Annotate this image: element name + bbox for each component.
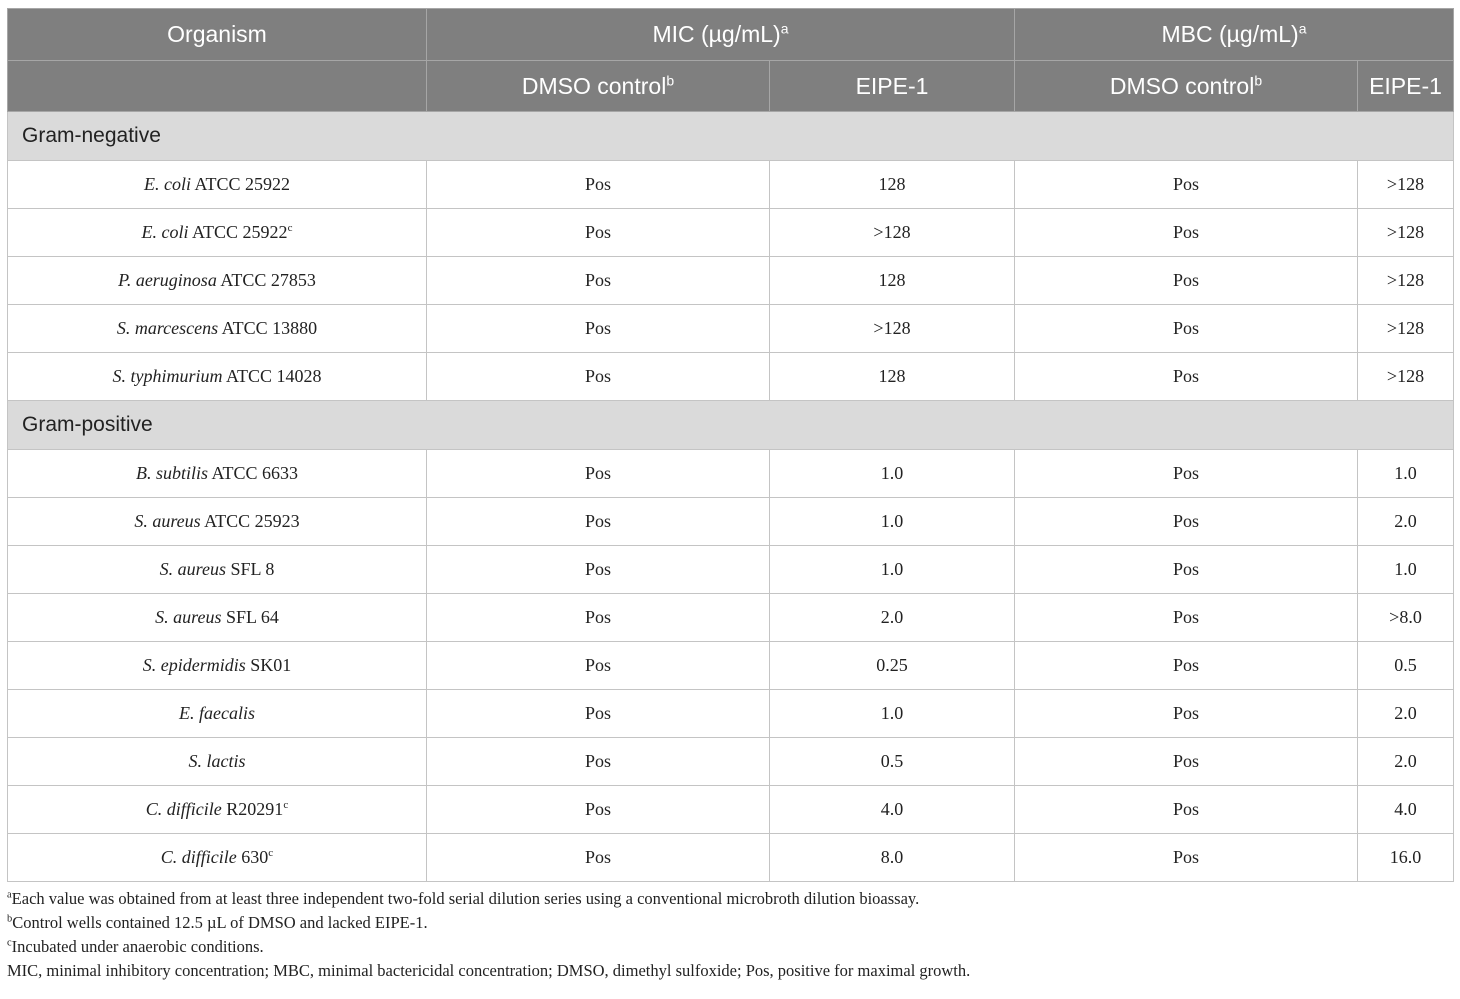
footnote-text: Each value was obtained from at least three independent two-fold serial dilution series using a conventional microbroth dilution bioassay. xyxy=(11,889,920,908)
organism-cell xyxy=(8,161,427,209)
table-row xyxy=(8,642,1454,690)
table-row xyxy=(8,353,1454,401)
mbc-eipe-cell: 4.0 xyxy=(1358,786,1454,834)
table-row xyxy=(8,257,1454,305)
footnotes xyxy=(7,888,1453,981)
table-row xyxy=(8,498,1454,546)
organism-species: S. typhimurium xyxy=(112,366,223,386)
header-mic: MIC $(\mu g/mL)^a$ xyxy=(427,9,1015,61)
mbc-dmso-cell: Pos xyxy=(1015,498,1358,546)
footnote-text: Control wells contained 12.5 µL of DMSO and lacked EIPE-1. xyxy=(12,913,428,932)
organism-species: S. aureus xyxy=(134,511,201,531)
table-row xyxy=(8,305,1454,353)
mic-eipe-cell: 2.0 xyxy=(770,594,1015,642)
organism-cell xyxy=(8,546,427,594)
mbc-dmso-cell: Pos xyxy=(1015,305,1358,353)
footnote xyxy=(7,960,1453,981)
mic-dmso-cell: Pos xyxy=(427,594,770,642)
organism-species: S. epidermidis xyxy=(142,655,246,675)
footnote-marker: c xyxy=(283,799,289,811)
mic-eipe-cell: 1.0 xyxy=(770,546,1015,594)
table-row xyxy=(8,786,1454,834)
organism-strain: 630 xyxy=(236,847,269,867)
mic-eipe-cell: 128 xyxy=(770,257,1015,305)
mbc-dmso-cell: Pos xyxy=(1015,786,1358,834)
mbc-eipe-cell: >128 xyxy=(1358,257,1454,305)
mic-dmso-cell: Pos xyxy=(427,353,770,401)
organism-cell xyxy=(8,305,427,353)
mic-eipe-cell: 128 xyxy=(770,161,1015,209)
mbc-dmso-cell: Pos xyxy=(1015,690,1358,738)
header-mbc-eipe: EIPE-1 xyxy=(1358,61,1454,112)
footnote-text: MIC, minimal inhibitory concentration; MBC, minimal bactericidal concentration; DMSO, dimethyl sulfoxide; Pos, positive for maximal growth. xyxy=(7,961,971,980)
table-body xyxy=(8,112,1454,882)
mbc-dmso-cell: Pos xyxy=(1015,642,1358,690)
footnote xyxy=(7,912,1453,933)
mic-dmso-cell: Pos xyxy=(427,642,770,690)
mbc-dmso-cell: Pos xyxy=(1015,353,1358,401)
table-row xyxy=(8,209,1454,257)
header-organism: Organism xyxy=(8,9,427,61)
organism-cell xyxy=(8,642,427,690)
organism-cell xyxy=(8,690,427,738)
table-row xyxy=(8,450,1454,498)
mic-eipe-cell: 8.0 xyxy=(770,834,1015,882)
mbc-dmso-cell: Pos xyxy=(1015,161,1358,209)
results-table-container xyxy=(7,8,1453,984)
mic-dmso-cell: Pos xyxy=(427,450,770,498)
table-row xyxy=(8,161,1454,209)
organism-cell xyxy=(8,353,427,401)
mic-eipe-cell: 0.5 xyxy=(770,738,1015,786)
organism-cell xyxy=(8,594,427,642)
mic-dmso-cell: Pos xyxy=(427,786,770,834)
organism-species: E. coli xyxy=(143,174,191,194)
mic-eipe-cell: 128 xyxy=(770,353,1015,401)
header-mic-dmso: DMSO control$^b$ xyxy=(427,61,770,112)
organism-cell xyxy=(8,257,427,305)
mic-dmso-cell: Pos xyxy=(427,738,770,786)
organism-strain: ATCC 27853 xyxy=(216,270,316,290)
mbc-dmso-cell: Pos xyxy=(1015,450,1358,498)
mbc-eipe-cell: 16.0 xyxy=(1358,834,1454,882)
header-empty xyxy=(8,61,427,112)
organism-species: S. lactis xyxy=(188,751,246,771)
mbc-eipe-cell: >128 xyxy=(1358,209,1454,257)
mic-eipe-cell: 1.0 xyxy=(770,690,1015,738)
organism-strain: SFL 8 xyxy=(225,559,275,579)
organism-species: S. aureus xyxy=(159,559,226,579)
mbc-eipe-cell: 1.0 xyxy=(1358,450,1454,498)
section-header-row xyxy=(8,401,1454,450)
footnote-marker: b xyxy=(7,913,13,925)
mbc-eipe-cell: 1.0 xyxy=(1358,546,1454,594)
organism-strain: ATCC 6633 xyxy=(207,463,299,483)
mbc-dmso-cell: Pos xyxy=(1015,257,1358,305)
organism-cell xyxy=(8,834,427,882)
mic-dmso-cell: Pos xyxy=(427,690,770,738)
organism-strain: ATCC 25923 xyxy=(200,511,300,531)
table-row xyxy=(8,594,1454,642)
mic-eipe-cell: 1.0 xyxy=(770,498,1015,546)
organism-cell xyxy=(8,786,427,834)
organism-cell xyxy=(8,498,427,546)
mbc-eipe-cell: >128 xyxy=(1358,353,1454,401)
organism-species: C. difficile xyxy=(145,799,222,819)
organism-strain: SK01 xyxy=(245,655,292,675)
section-title: Gram-negative xyxy=(8,112,1454,161)
footnote xyxy=(7,936,1453,957)
organism-cell xyxy=(8,450,427,498)
mbc-eipe-cell: >128 xyxy=(1358,305,1454,353)
mic-eipe-cell: 0.25 xyxy=(770,642,1015,690)
organism-species: B. subtilis xyxy=(135,463,208,483)
table-row xyxy=(8,738,1454,786)
mbc-eipe-cell: 2.0 xyxy=(1358,738,1454,786)
organism-cell xyxy=(8,738,427,786)
mbc-eipe-cell: 2.0 xyxy=(1358,690,1454,738)
footnote-marker: c xyxy=(287,222,293,234)
mic-dmso-cell: Pos xyxy=(427,161,770,209)
footnote xyxy=(7,888,1453,909)
mbc-dmso-cell: Pos xyxy=(1015,546,1358,594)
mbc-dmso-cell: Pos xyxy=(1015,594,1358,642)
organism-species: E. faecalis xyxy=(179,703,255,723)
organism-species: E. coli xyxy=(141,222,189,242)
table-row xyxy=(8,546,1454,594)
header-mbc: MBC $(\mu g/mL)^a$ xyxy=(1015,9,1454,61)
organism-cell xyxy=(8,209,427,257)
mic-dmso-cell: Pos xyxy=(427,498,770,546)
mic-eipe-cell: >128 xyxy=(770,305,1015,353)
organism-strain: ATCC 25922 xyxy=(188,222,288,242)
organism-strain: ATCC 14028 xyxy=(222,366,322,386)
mic-dmso-cell: Pos xyxy=(427,305,770,353)
mic-dmso-cell: Pos xyxy=(427,834,770,882)
header-mbc-dmso: DMSO control$^b$ xyxy=(1015,61,1358,112)
mbc-eipe-cell: 2.0 xyxy=(1358,498,1454,546)
organism-strain: ATCC 13880 xyxy=(218,318,318,338)
section-title: Gram-positive xyxy=(8,401,1454,450)
mic-dmso-cell: Pos xyxy=(427,257,770,305)
table-row xyxy=(8,690,1454,738)
organism-strain: R20291 xyxy=(221,799,284,819)
organism-species: S. aureus xyxy=(155,607,222,627)
section-header-row xyxy=(8,112,1454,161)
mbc-eipe-cell: >128 xyxy=(1358,161,1454,209)
results-table xyxy=(7,8,1454,882)
mbc-dmso-cell: Pos xyxy=(1015,834,1358,882)
mbc-dmso-cell: Pos xyxy=(1015,738,1358,786)
mbc-eipe-cell: 0.5 xyxy=(1358,642,1454,690)
table-row xyxy=(8,834,1454,882)
mic-eipe-cell: >128 xyxy=(770,209,1015,257)
mbc-dmso-cell: Pos xyxy=(1015,209,1358,257)
footnote-marker: c xyxy=(268,847,274,859)
organism-species: S. marcescens xyxy=(116,318,219,338)
organism-species: P. aeruginosa xyxy=(118,270,217,290)
mic-dmso-cell: Pos xyxy=(427,546,770,594)
mic-eipe-cell: 4.0 xyxy=(770,786,1015,834)
mic-dmso-cell: Pos xyxy=(427,209,770,257)
table-header xyxy=(8,9,1454,112)
organism-strain: ATCC 25922 xyxy=(190,174,291,194)
footnote-marker: a xyxy=(7,889,12,901)
header-mic-eipe: EIPE-1 xyxy=(770,61,1015,112)
mbc-eipe-cell: >8.0 xyxy=(1358,594,1454,642)
footnote-text: Incubated under anaerobic conditions. xyxy=(11,937,264,956)
organism-species: C. difficile xyxy=(160,847,237,867)
mic-eipe-cell: 1.0 xyxy=(770,450,1015,498)
footnote-marker: c xyxy=(7,937,12,949)
organism-strain: SFL 64 xyxy=(221,607,279,627)
